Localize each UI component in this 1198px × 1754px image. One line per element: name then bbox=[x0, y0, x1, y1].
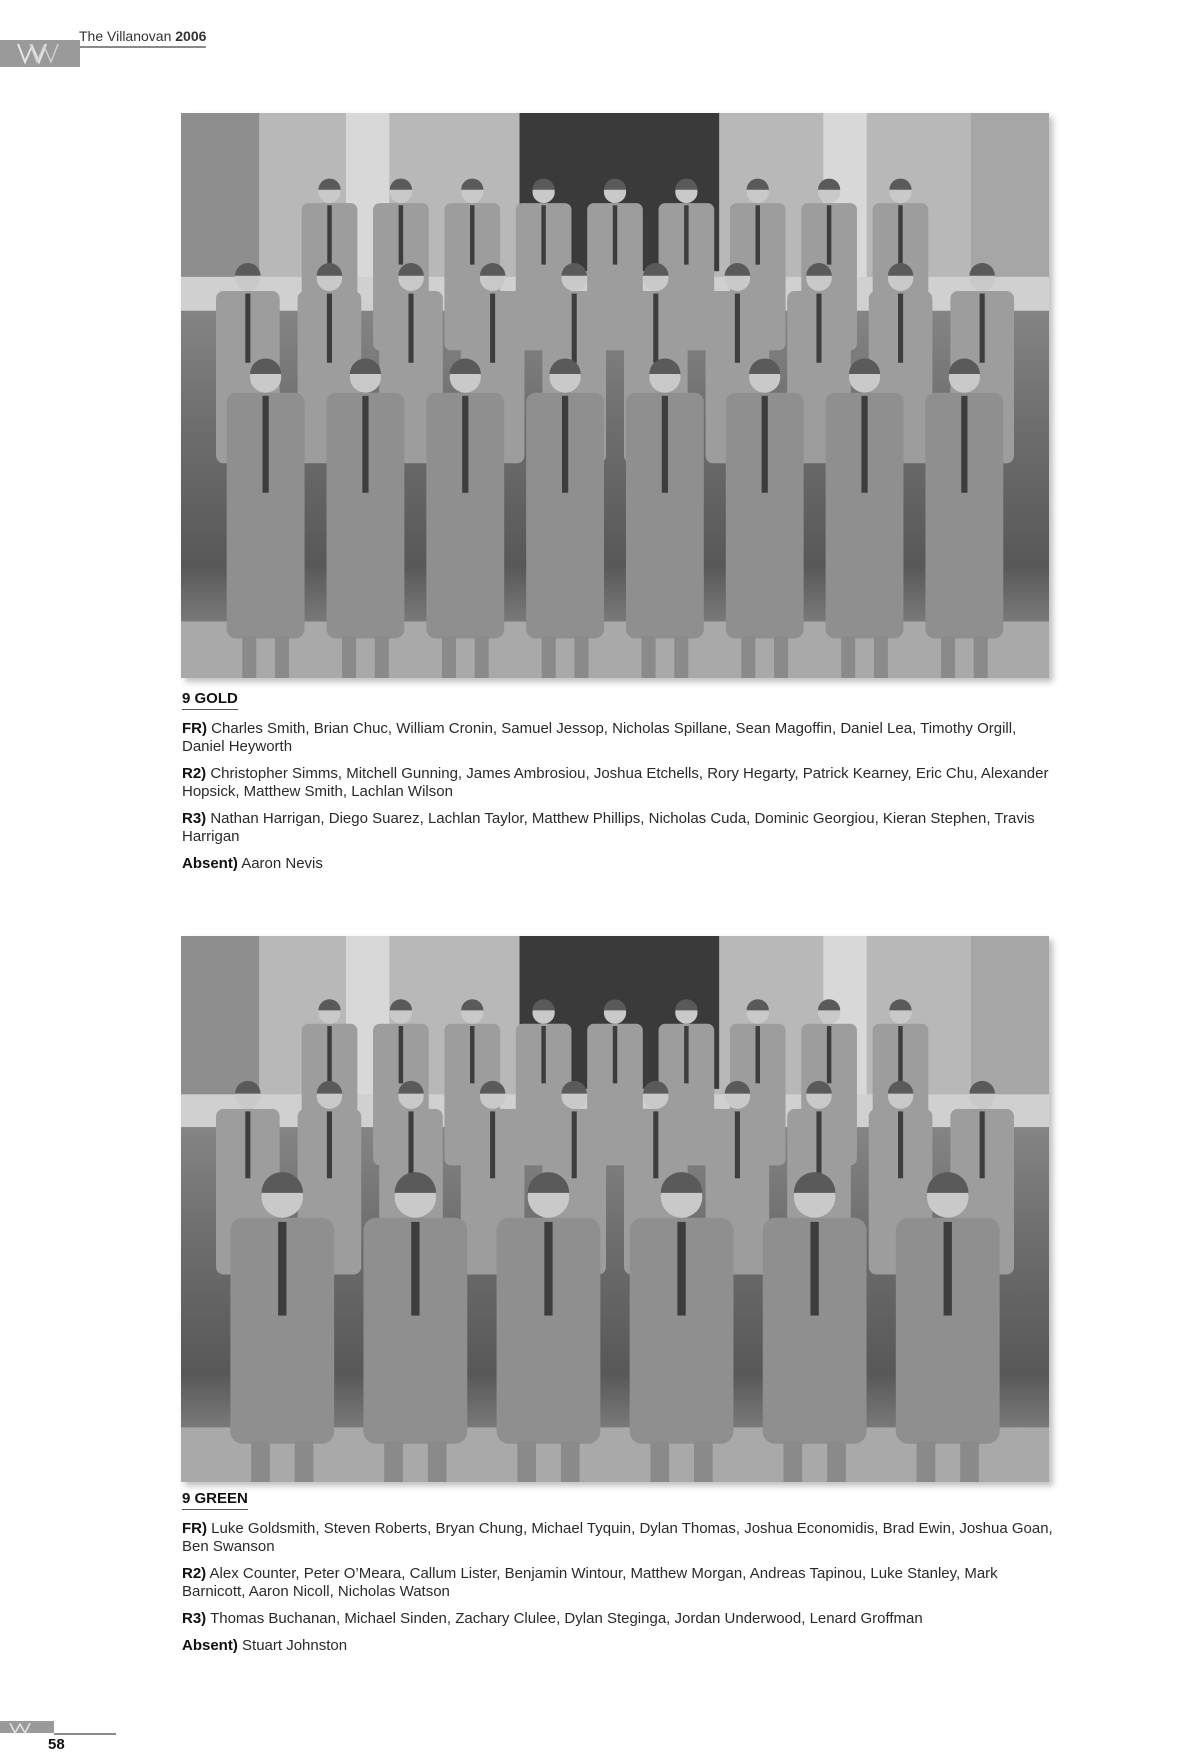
class-title: 9 GREEN bbox=[182, 1490, 248, 1510]
class-photo-9-green bbox=[181, 936, 1049, 1482]
header-logo bbox=[0, 40, 80, 67]
row-front bbox=[182, 720, 1062, 756]
row-names: Luke Goldsmith, Steven Roberts, Bryan Chung, Michael Tyquin, Dylan Thomas, Joshua Economidis, Brad Ewin, Joshua Goan, Ben Swanson bbox=[182, 1520, 1053, 1555]
row-label: FR) bbox=[182, 720, 207, 737]
vv-logo-icon bbox=[0, 40, 80, 67]
row-2 bbox=[182, 1565, 1062, 1601]
row-label: Absent) bbox=[182, 1637, 238, 1654]
row-names: Alex Counter, Peter O’Meara, Callum Lister, Benjamin Wintour, Matthew Morgan, Andreas Tapinou, Luke Stanley, Mark Barnicott, Aaron Nicoll, Nicholas Watson bbox=[182, 1565, 998, 1600]
row-names: Nathan Harrigan, Diego Suarez, Lachlan Taylor, Matthew Phillips, Nicholas Cuda, Dominic Georgiou, Kieran Stephen, Travis Harrigan bbox=[182, 810, 1035, 845]
class-photo-9-gold bbox=[181, 113, 1049, 678]
row-label: FR) bbox=[182, 1520, 207, 1537]
row-2 bbox=[182, 765, 1062, 801]
row-names: Aaron Nevis bbox=[241, 855, 323, 872]
row-label: R3) bbox=[182, 810, 207, 827]
footer-rule bbox=[54, 1733, 116, 1735]
caption-9-green bbox=[182, 1490, 1062, 1664]
row-label: Absent) bbox=[182, 855, 238, 872]
row-label: R3) bbox=[182, 1610, 207, 1627]
caption-9-gold bbox=[182, 690, 1062, 882]
publication-name: The Villanovan bbox=[79, 28, 172, 44]
page-number: 58 bbox=[48, 1736, 65, 1753]
row-front bbox=[182, 1520, 1062, 1556]
row-label: R2) bbox=[182, 765, 207, 782]
row-names: Thomas Buchanan, Michael Sinden, Zachary Clulee, Dylan Steginga, Jordan Underwood, Lenard Groffman bbox=[210, 1610, 923, 1627]
header-rule bbox=[80, 46, 206, 48]
row-names: Charles Smith, Brian Chuc, William Cronin, Samuel Jessop, Nicholas Spillane, Sean Magoffin, Daniel Lea, Timothy Orgill, Daniel Heyworth bbox=[182, 720, 1017, 755]
row-label: R2) bbox=[182, 1565, 207, 1582]
class-title: 9 GOLD bbox=[182, 690, 238, 710]
row-absent bbox=[182, 855, 1062, 873]
row-absent bbox=[182, 1637, 1062, 1655]
group-photo-image bbox=[181, 113, 1049, 678]
footer-logo bbox=[0, 1721, 54, 1733]
vv-logo-icon bbox=[0, 1722, 54, 1734]
group-photo-image bbox=[181, 936, 1049, 1482]
running-header bbox=[79, 28, 206, 44]
row-names: Stuart Johnston bbox=[242, 1637, 348, 1654]
row-names: Christopher Simms, Mitchell Gunning, James Ambrosiou, Joshua Etchells, Rory Hegarty, Patrick Kearney, Eric Chu, Alexander Hopsick, Matthew Smith, Lachlan Wilson bbox=[182, 765, 1049, 800]
row-3 bbox=[182, 810, 1062, 846]
row-3 bbox=[182, 1610, 1062, 1628]
publication-year: 2006 bbox=[175, 28, 207, 44]
